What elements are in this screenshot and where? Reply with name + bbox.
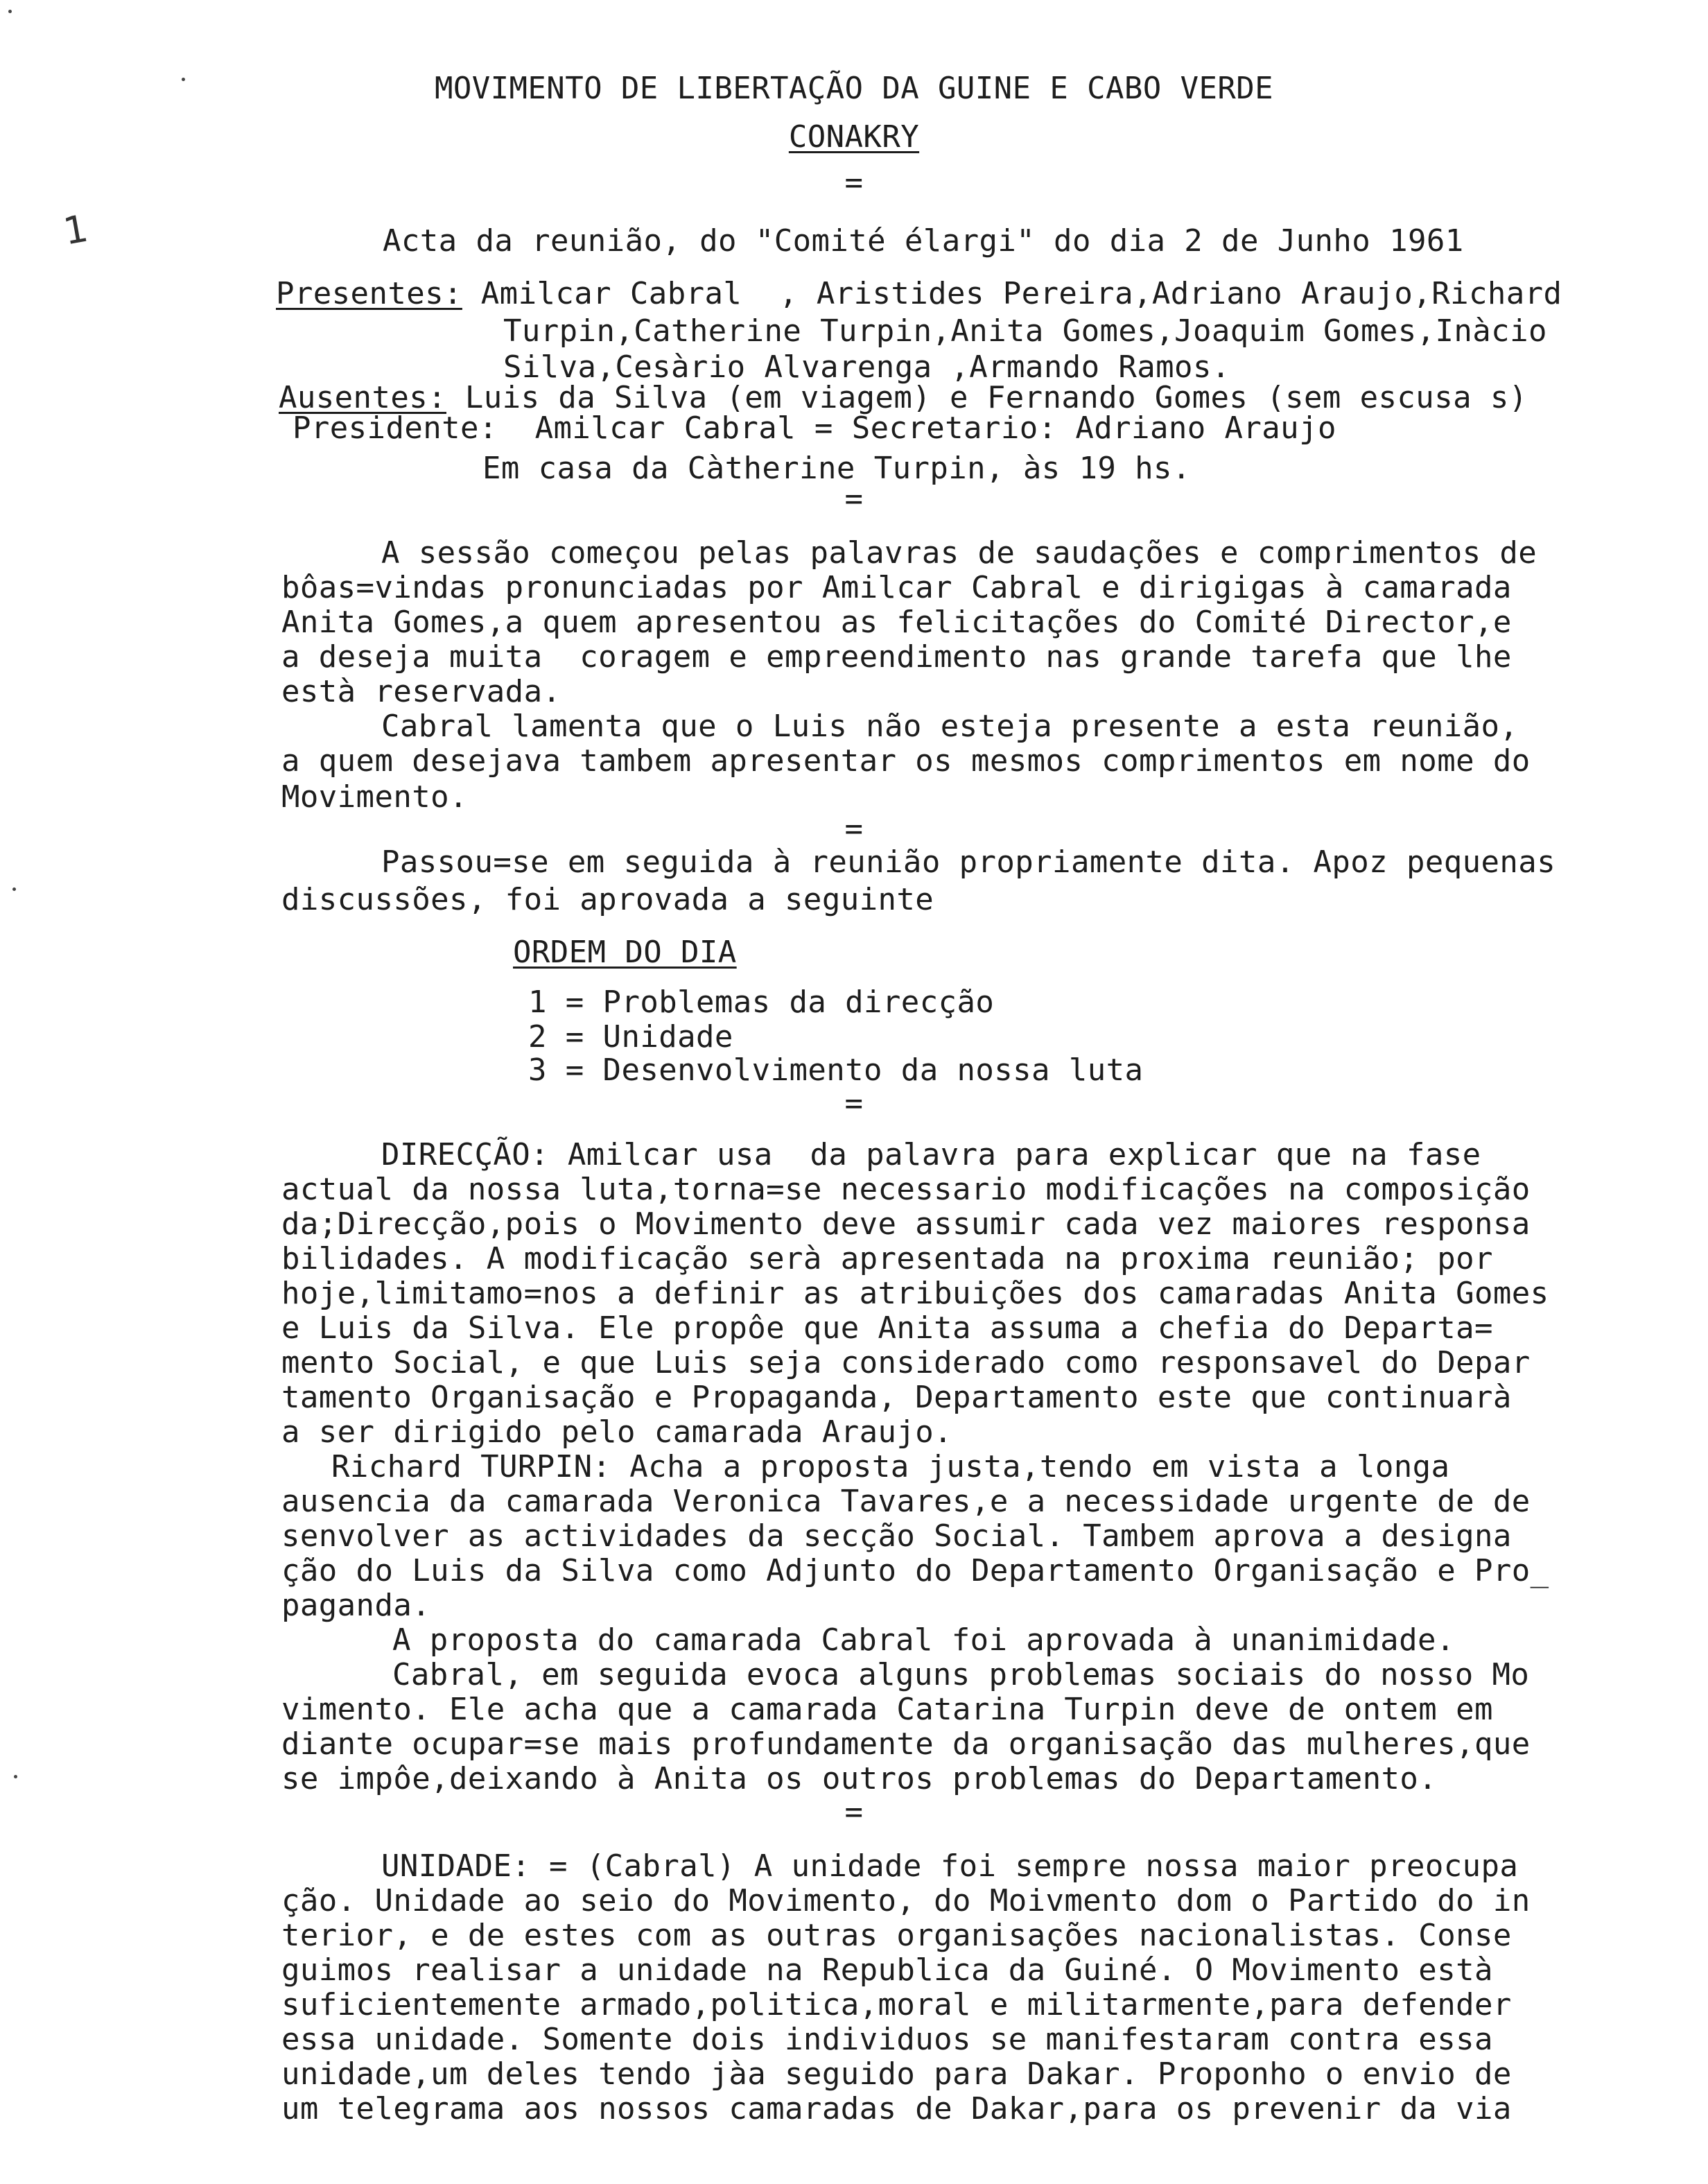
unidade-line: terior, e de estes com as outras organisações nacionalistas. Conse [281,1918,1512,1953]
president-line: Presidente: Amilcar Cabral = Secretario: Adriano Araujo [293,410,1336,446]
direccao-line: bilidades. A modificação serà apresentada na proxima reunião; por [281,1241,1493,1276]
unidade-line: essa unidade. Somente dois individuos se manifestaram contra essa [281,2022,1493,2057]
opening-line: A sessão começou pelas palavras de saudações e comprimentos de [381,535,1537,571]
separator: = [844,1086,864,1121]
separator: = [844,165,864,200]
absent-names: Luis da Silva (em viagem) e Fernando Gomes (sem escusa s) [446,380,1528,415]
present-label: Presentes: [276,276,462,311]
opening-line: Movimento. [281,779,468,815]
agenda-item: 2 = Unidade [528,1019,733,1055]
direccao-line: mento Social, e que Luis seja considerado como responsavel do Depar [281,1345,1531,1380]
unidade-line: unidade,um deles tendo jàa seguido para Dakar. Proponho o envio de [281,2056,1512,2092]
direccao-line: DIRECÇÃO: Amilcar usa da palavra para explicar que na fase [381,1137,1481,1172]
direccao-line: actual da nossa luta,torna=se necessario modificações na composição [281,1172,1531,1207]
margin-speck [8,10,12,13]
margin-speck [12,887,16,891]
direccao-line: paganda. [281,1588,431,1623]
unidade-line: ção. Unidade ao seio do Movimento, do Moivmento dom o Partido do in [281,1883,1531,1918]
direccao-line: ausencia da camarada Veronica Tavares,e a necessidade urgente de de [281,1484,1531,1519]
direccao-line: Cabral, em seguida evoca alguns problemas sociais do nosso Mo [392,1657,1530,1692]
opening-line: Cabral lamenta que o Luis não esteja presente a esta reunião, [381,709,1519,744]
present-names-1: Amilcar Cabral , Aristides Pereira,Adriano Araujo,Richard [462,276,1562,311]
direccao-line: hoje,limitamo=nos a definir as atribuições dos camaradas Anita Gomes [281,1276,1549,1311]
agenda-title-text: ORDEM DO DIA [513,935,737,970]
direccao-line: tamento Organisação e Propaganda, Departamento este que continuarà [281,1380,1512,1415]
present-line-1 [276,276,1562,312]
place-line: Em casa da Càtherine Turpin, às 19 hs. [482,451,1191,486]
agenda-item: 3 = Desenvolvimento da nossa luta [528,1052,1144,1088]
present-line-2: Turpin,Catherine Turpin,Anita Gomes,Joaquim Gomes,Inàcio [503,313,1547,349]
city-name: CONAKRY [788,119,920,155]
city-title [0,119,1708,155]
opening-line: a deseja muita coragem e empreendimento nas grande tarefa que lhe [281,639,1512,675]
agenda-intro-line: discussões, foi aprovada a seguinte [281,882,934,917]
direccao-line: diante ocupar=se mais profundamente da organisação das mulheres,que [281,1726,1531,1762]
separator: = [844,1794,864,1830]
absent-label: Ausentes: [279,380,447,415]
margin-speck [14,1775,17,1778]
direccao-line: A proposta do camarada Cabral foi aprovada à unanimidade. [392,1622,1455,1658]
agenda-intro-line: Passou=se em seguida à reunião propriamente dita. Apoz pequenas [381,844,1556,880]
direccao-line: e Luis da Silva. Ele propôe que Anita assuma a chefia do Departa= [281,1310,1493,1346]
opening-line: a quem desejava tambem apresentar os mesmos comprimentos em nome do [281,743,1531,779]
direccao-line: a ser dirigido pelo camarada Araujo. [281,1414,953,1450]
margin-page-mark: 1 [60,206,92,254]
separator: = [844,481,864,517]
opening-line: està reservada. [281,674,561,709]
unidade-line: guimos realisar a unidade na Republica da Guiné. O Movimento està [281,1952,1493,1988]
unidade-line: suficientemente armado,politica,moral e militarmente,para defender [281,1987,1512,2022]
unidade-line: um telegrama aos nossos camaradas de Dakar,para os prevenir da via [281,2091,1512,2126]
direccao-line: ção do Luis da Silva como Adjunto do Departamento Organisação e Pro_ [281,1553,1549,1588]
direccao-line: Richard TURPIN: Acha a proposta justa,tendo em vista a longa [331,1449,1450,1484]
agenda-title [513,935,737,971]
direccao-line: vimento. Ele acha que a camarada Catarina Turpin deve de ontem em [281,1692,1493,1727]
direccao-line: da;Direcção,pois o Movimento deve assumir cada vez maiores responsa [281,1206,1531,1242]
agenda-item: 1 = Problemas da direcção [528,985,995,1020]
separator: = [844,811,864,847]
opening-line: Anita Gomes,a quem apresentou as felicitações do Comité Director,e [281,605,1512,640]
direccao-line: se impôe,deixando à Anita os outros problemas do Departamento. [281,1761,1438,1796]
opening-line: bôas=vindas pronunciadas por Amilcar Cabral e dirigigas à camarada [281,570,1512,605]
unidade-line: UNIDADE: = (Cabral) A unidade foi sempre nossa maior preocupa [381,1848,1519,1884]
meeting-title: Acta da reunião, do "Comité élargi" do dia 2 de Junho 1961 [383,223,1464,259]
present-line-3: Silva,Cesàrio Alvarenga ,Armando Ramos. [503,349,1230,385]
organization-title: MOVIMENTO DE LIBERTAÇÃO DA GUINE E CABO VERDE [434,71,1274,106]
direccao-line: senvolver as actividades da secção Social. Tambem aprova a designa [281,1518,1512,1554]
